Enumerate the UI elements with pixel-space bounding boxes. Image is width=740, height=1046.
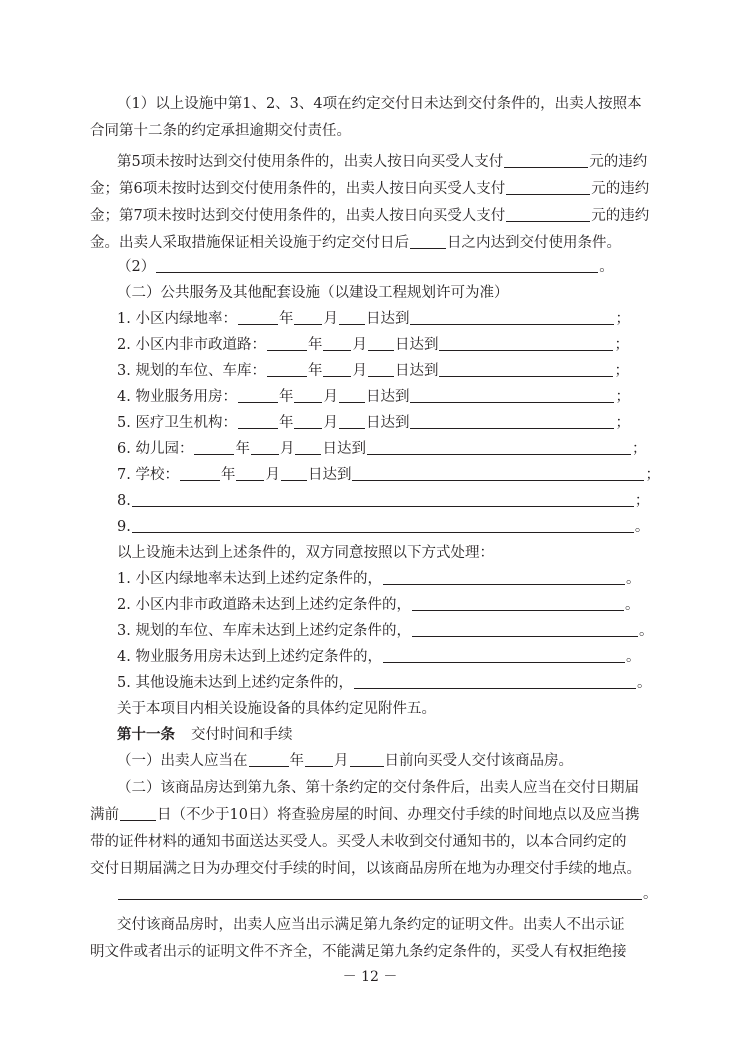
text: 8.	[117, 493, 131, 509]
blank-field[interactable]	[410, 412, 614, 429]
blank-year[interactable]	[180, 464, 220, 481]
text: ；	[615, 389, 630, 405]
blank-month[interactable]	[294, 412, 322, 429]
text: （一）出卖人应当在	[117, 753, 248, 769]
text: 月	[334, 753, 349, 769]
blank-year[interactable]	[249, 750, 289, 767]
text: 年	[307, 363, 323, 379]
delivery-clause-2-line-2	[90, 802, 640, 828]
para-2-line-3	[90, 203, 650, 229]
blank-field[interactable]	[439, 360, 613, 377]
text: 第5项未按时达到交付使用条件的，出卖人按日向买受人支付	[117, 154, 504, 170]
blank-year[interactable]	[238, 412, 278, 429]
text: （1）以上设施中第1、2、3、4项在约定交付日未达到交付条件的，出卖人按照本	[117, 96, 642, 112]
text: 1. 小区内绿地率：	[117, 311, 237, 327]
blank-field[interactable]	[383, 568, 625, 585]
facility-item-3	[117, 358, 652, 384]
text: ；	[615, 415, 630, 431]
text: 2. 小区内非市政道路未达到上述约定条件的，	[117, 597, 411, 613]
blank-month[interactable]	[251, 438, 279, 455]
blank-month[interactable]	[323, 360, 351, 377]
text: 日（不少于10日）将查验房屋的时间、办理交付手续的时间地点以及应当携	[157, 807, 640, 823]
text: 日达到	[307, 467, 352, 483]
para-2-line-4	[90, 230, 625, 256]
text: （二）公共服务及其他配套设施（以建设工程规划许可为准）	[117, 285, 509, 301]
blank-month[interactable]	[305, 750, 333, 767]
blank-month[interactable]	[236, 464, 264, 481]
text: 年	[235, 441, 250, 457]
text: 月	[352, 337, 367, 353]
text: ；	[614, 363, 629, 379]
facility-item-1	[117, 306, 652, 332]
blank-year[interactable]	[267, 360, 307, 377]
text: 元的违约	[591, 208, 650, 224]
blank-field[interactable]	[352, 464, 644, 481]
text: 。	[643, 886, 658, 902]
blank-year[interactable]	[238, 386, 278, 403]
text: （二）该商品房达到第九条、第十条约定的交付条件后，出卖人应当在交付日期届	[117, 780, 639, 796]
text: 。	[625, 649, 641, 665]
blank-field[interactable]	[156, 256, 598, 273]
text: 5. 其他设施未达到上述约定条件的，	[117, 675, 353, 691]
text: 。	[624, 597, 640, 613]
text: 。	[638, 623, 654, 639]
text: 以上设施未达到上述条件的，双方同意按照以下方式处理：	[117, 545, 494, 561]
text: 6. 幼儿园：	[117, 441, 194, 457]
text: 年	[278, 389, 294, 405]
blank-year[interactable]	[267, 334, 307, 351]
blank-field[interactable]	[367, 438, 631, 455]
page-number: － 12 －	[342, 969, 398, 985]
text: 元的违约	[589, 154, 648, 170]
delivery-clause-2-line-3	[90, 829, 625, 855]
blank-field[interactable]	[354, 672, 636, 689]
delivery-clause-2-line-4	[90, 856, 641, 882]
blank-month[interactable]	[294, 386, 322, 403]
blank-month[interactable]	[294, 308, 322, 325]
delivery-clause-2-line-1	[117, 775, 652, 801]
text: 年	[278, 415, 294, 431]
text: 年	[307, 337, 323, 353]
text: 日达到	[394, 337, 439, 353]
text: 日达到	[365, 311, 410, 327]
delivery-clause-3-line-1	[117, 912, 652, 938]
text: 4. 物业服务用房：	[117, 389, 237, 405]
para-2-line-1	[117, 149, 652, 175]
handling-intro	[117, 540, 652, 566]
text: 2. 小区内非市政道路：	[117, 337, 266, 353]
text: 7. 学校：	[117, 467, 179, 483]
text: 月	[323, 311, 338, 327]
blank-day[interactable]	[350, 750, 384, 767]
article-number: 第十一条	[117, 727, 175, 743]
article-11-heading	[117, 722, 652, 748]
handling-item-3	[117, 618, 652, 644]
blank-day[interactable]	[368, 334, 394, 351]
blank-field[interactable]	[132, 516, 634, 533]
text: 明文件或者出示的证明文件不齐全，不能满足第九条约定条件的，买受人有权拒绝接	[90, 944, 627, 960]
blank-field[interactable]	[410, 232, 446, 249]
facility-item-2	[117, 332, 652, 358]
handling-item-2	[117, 592, 652, 618]
text: 金。出卖人采取措施保证相关设施于约定交付日后	[90, 235, 409, 251]
text: 年	[220, 467, 236, 483]
blank-year[interactable]	[194, 438, 234, 455]
para-3	[117, 254, 652, 280]
text: 。	[625, 571, 641, 587]
blank-day[interactable]	[281, 464, 307, 481]
text: 3. 规划的车位、车库：	[117, 363, 266, 379]
blank-field[interactable]	[118, 883, 642, 900]
annex-note	[117, 696, 652, 722]
facility-item-4	[117, 384, 652, 410]
handling-item-1	[117, 566, 652, 592]
delivery-clause-3-line-2	[90, 939, 625, 965]
section-2-heading	[117, 280, 652, 306]
text: ；	[614, 337, 629, 353]
text: 月	[323, 415, 338, 431]
text: 合同第十二条的约定承担逾期交付责任。	[90, 123, 351, 139]
blank-day[interactable]	[368, 360, 394, 377]
blank-field[interactable]	[439, 334, 613, 351]
text: 日达到	[365, 415, 410, 431]
blank-field[interactable]	[410, 308, 614, 325]
text: 日之内达到交付使用条件。	[447, 235, 621, 251]
blank-field[interactable]	[506, 205, 590, 222]
text: 3. 规划的车位、车库未达到上述约定条件的，	[117, 623, 411, 639]
text: 月	[265, 467, 280, 483]
text: ；	[645, 467, 660, 483]
text: 。	[634, 519, 650, 535]
blank-field[interactable]	[410, 386, 614, 403]
text: 月	[323, 389, 338, 405]
blank-field[interactable]	[120, 804, 156, 821]
delivery-clause-2-blank	[117, 881, 658, 907]
text: 带的证件材料的通知书面送达买受人。买受人未收到交付通知书的，以本合同约定的	[90, 834, 627, 850]
text: 4. 物业服务用房未达到上述约定条件的，	[117, 649, 382, 665]
blank-field[interactable]	[383, 646, 625, 663]
facility-item-7	[117, 462, 660, 488]
text: ；	[634, 493, 650, 509]
blank-field[interactable]	[412, 620, 638, 637]
text: 9.	[117, 519, 131, 535]
facility-item-9	[117, 514, 652, 540]
text: 日达到	[365, 389, 410, 405]
blank-field[interactable]	[132, 490, 634, 507]
text: 满前	[90, 807, 119, 823]
text: ；	[615, 311, 630, 327]
text: 年	[289, 753, 304, 769]
text: 5. 医疗卫生机构：	[117, 415, 237, 431]
para-1-line-1	[117, 91, 652, 117]
handling-item-4	[117, 644, 652, 670]
text: 月	[279, 441, 295, 457]
text: ；	[631, 441, 647, 457]
blank-day[interactable]	[339, 386, 365, 403]
facility-item-8	[117, 488, 652, 514]
text: 月	[352, 363, 367, 379]
facility-item-6	[117, 436, 652, 462]
blank-year[interactable]	[238, 308, 278, 325]
delivery-clause-1	[117, 748, 652, 774]
blank-month[interactable]	[323, 334, 351, 351]
text: （2）	[117, 259, 156, 275]
blank-day[interactable]	[295, 438, 321, 455]
text: 关于本项目内相关设施设备的具体约定见附件五。	[117, 701, 436, 717]
text: 。	[636, 675, 652, 691]
text: 日达到	[322, 441, 366, 457]
blank-field[interactable]	[506, 178, 590, 195]
text: 日达到	[394, 363, 439, 379]
text: 金；第7项未按时达到交付使用条件的，出卖人按日向买受人支付	[90, 208, 506, 224]
facility-item-5	[117, 410, 652, 436]
handling-item-5	[117, 670, 652, 696]
text: 年	[278, 311, 294, 327]
text: 交付日期届满之日为办理交付手续的时间，以该商品房所在地为办理交付手续的地点。	[90, 861, 641, 877]
text: 1. 小区内绿地率未达到上述约定条件的，	[117, 571, 382, 587]
blank-day[interactable]	[339, 308, 365, 325]
blank-field[interactable]	[504, 151, 588, 168]
para-1-line-2	[90, 118, 625, 144]
text: 交付该商品房时，出卖人应当出示满足第九条约定的证明文件。出卖人不出示证	[117, 917, 625, 933]
text: 元的违约	[591, 181, 650, 197]
blank-day[interactable]	[339, 412, 365, 429]
article-title: 交付时间和手续	[191, 727, 293, 743]
para-2-line-2	[90, 176, 650, 202]
text: 日前向买受人交付该商品房。	[384, 753, 573, 769]
text: 金；第6项未按时达到交付使用条件的，出卖人按日向买受人支付	[90, 181, 506, 197]
blank-field[interactable]	[412, 594, 624, 611]
text: 。	[599, 259, 614, 275]
